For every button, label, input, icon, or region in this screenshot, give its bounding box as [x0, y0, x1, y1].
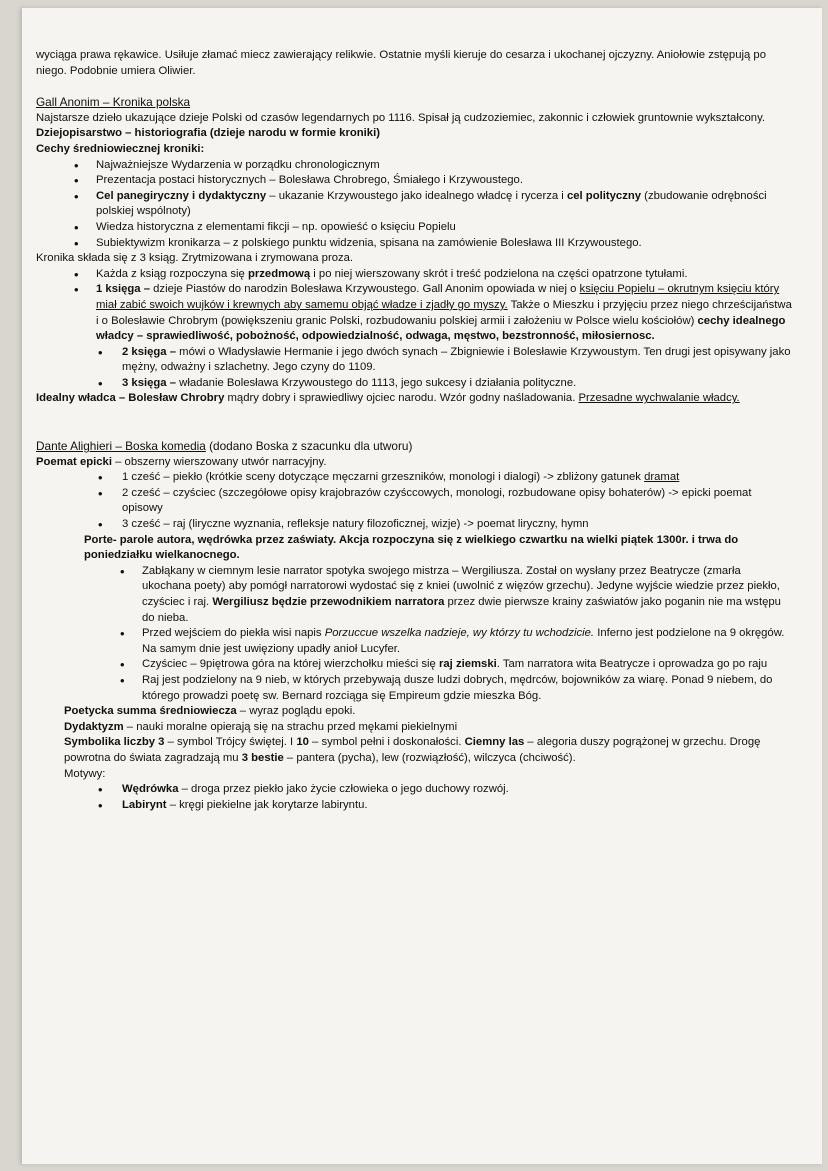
- idealny-wladca: Idealny władca – Bolesław Chrobry mądry dobry i sprawiedliwy ojciec narodu. Wzór godny naśladowania. Przesadne wychwalanie władcy.: [36, 392, 740, 405]
- poemat-line: Poemat epicki – obszerny wierszowany utwór narracyjny.: [36, 455, 327, 468]
- list-item: • Raj jest podzielony na 9 nieb, w których przebywają dusze ludzi dobrych, mędrców, bojowników za wiarę. Ponad 9 niebem, do którego prowadzi poetę sw. Bernard rozciąga się Empireum gdzie mieszka Bóg.: [36, 673, 792, 704]
- cechy-list: [36, 158, 792, 252]
- list-item: • 2 cześć – czyściec (szczegółowe opisy krajobrazów czyśccowych, monologi, rozbudowane opisy bohaterów) -> epicki poemat opisowy: [36, 486, 792, 517]
- list-item: • 2 księga – mówi o Władysławie Hermanie i jego dwóch synach – Zbigniewie i Bolesławie Krzywoustym. Ten drugi jest opisywany jako mężny, odważny i szlachetny. Jego czyny do 1109.: [36, 345, 792, 376]
- list-item: • Każda z ksiąg rozpoczyna się przedmową i po niej wierszowany skrót i treść podzielona na części opatrzone tytułami.: [36, 267, 792, 283]
- list-item: • Prezentacja postaci historycznych – Bolesława Chrobrego, Śmiałego i Krzywoustego.: [36, 173, 792, 189]
- motywy-list: [36, 782, 792, 813]
- list-item: • 3 cześć – raj (liryczne wyznania, refleksje natury filozoficznej, wizje) -> poemat liryczny, hymn: [36, 517, 792, 533]
- list-item: • Wędrówka – droga przez piekło jako życie człowieka o jego duchowy rozwój.: [36, 782, 792, 798]
- cechy-title: Cechy średniowiecznej kroniki:: [36, 142, 205, 155]
- list-item: • Subiektywizm kronikarza – z polskiego punktu widzenia, spisana na zamówienie Bolesława III Krzywoustego.: [36, 236, 792, 252]
- dante-heading: Dante Alighieri – Boska komedia (dodano Boska z szacunku dla utworu): [36, 439, 413, 454]
- gall-description: Najstarsze dzieło ukazujące dzieje Polski od czasów legendarnych po 1116. Spisał ją cudzoziemiec, zakonnic i człowiek gruntownie wykształcony.: [36, 111, 766, 124]
- porte-parole: Porte- parole autora, wędrówka przez zaświaty. Akcja rozpoczyna się z wielkiego czwartku na wielki piątek 1300r. i trwa do poniedziałku wielkanocnego.: [84, 533, 739, 562]
- list-item: • Czyściec – 9piętrowa góra na której wierzchołku mieści się raj ziemski. Tam narratora wita Beatrycze i oprowadza go po raju: [36, 657, 792, 673]
- page-content: [36, 48, 792, 813]
- ksiegi-list-2: [36, 345, 792, 392]
- dydaktyzm-line: Dydaktyzm – nauki moralne opierają się na strachu przed mękami piekielnymi: [64, 720, 458, 733]
- list-item: • Najważniejsze Wydarzenia w porządku chronologicznym: [36, 158, 792, 174]
- list-item: • Wiedza historyczna z elementami fikcji – np. opowieść o księciu Popielu: [36, 220, 792, 236]
- list-item: • Przed wejściem do piekła wisi napis Porzuccue wszelka nadzieje, wy którzy tu wchodzicie. Inferno jest podzielone na 9 okręgów. Na samym dnie jest uwięziony upadły anioł Lucyfer.: [36, 626, 792, 657]
- list-item: • 1 cześć – piekło (krótkie sceny dotyczące męczarni grzeszników, monologi i dialogi) -> zbliżony gatunek dramat: [36, 470, 792, 486]
- gall-heading: Gall Anonim – Kronika polska: [36, 95, 191, 110]
- summa-line: Poetycka summa średniowiecza – wyraz poglądu epoki.: [64, 705, 356, 718]
- symbolika-line: Symbolika liczby 3 – symbol Trójcy świętej. I 10 – symbol pełni i doskonałości. Ciemny las – alegoria duszy pogrążonej w grzechu. Drogę powrotna do świata zagradzają mu 3 bestie – pantera (pycha), lew (rozwiązłość), wilczyca (chciwość).: [64, 736, 761, 764]
- zaswiaty-list: [36, 564, 792, 704]
- document-page: [22, 8, 822, 1164]
- intro-paragraph: wyciąga prawa rękawice. Usiłuje złamać miecz zawierający relikwie. Ostatnie myśli kieruje do cesarza i ukochanej ojczyzny. Aniołowie zstępują po niego. Podobnie umiera Oliwier.: [36, 49, 766, 77]
- motywy-label: Motywy:: [64, 767, 106, 780]
- list-item: • 1 księga – dzieje Piastów do narodzin Bolesława Krzywoustego. Gall Anonim opowiada w niej o księciu Popielu – okrutnym księciu który miał zabić swoich wujków i krewnych aby samemu objąć władze i zjadły go myszy. Także o Mieszku i przyjęciu przez niego chrześcijaństwa i o Bolesławie Chrobrym (powiększeniu granic Polski, rozbudowaniu polskiej armii i założeniu w Polsce wielu kościołów) cechy idealnego władcy – sprawiedliwość, pobożność, odpowiedzialność, odwaga, męstwo, bezstronność, miłosiernosc.: [36, 282, 792, 344]
- list-item: • Cel panegiryczny i dydaktyczny – ukazanie Krzywoustego jako idealnego władcę i rycerza i cel polityczny (zbudowanie odrębności polskiej wspólnoty): [36, 189, 792, 220]
- list-item: • 3 księga – władanie Bolesława Krzywoustego do 1113, jego sukcesy i działania polityczne.: [36, 376, 792, 392]
- dziejopisarstwo-line: Dziejopisarstwo – historiografia (dzieje narodu w formie kroniki): [36, 127, 380, 140]
- list-item: • Labirynt – kręgi piekielne jak korytarze labiryntu.: [36, 798, 792, 814]
- list-item: • Zabłąkany w ciemnym lesie narrator spotyka swojego mistrza – Wergiliusza. Został on wysłany przez Beatrycze (zmarła ukochana poety) aby pomógł narratorowi wydostać się z kniei (uwolnić z więzów grzechu). Jedyne wyjście wiedzie przez piekło, czyściec i raj. Wergiliusz będzie przewodnikiem narratora przez dwie pierwsze krainy zaświatów jako poganin nie ma wstępu do nieba.: [36, 564, 792, 626]
- parts-list: [36, 470, 792, 532]
- ksiegi-intro: Kronika składa się z 3 ksiąg. Zrytmizowana i zrymowana proza.: [36, 252, 354, 265]
- ksiegi-list: [36, 267, 792, 345]
